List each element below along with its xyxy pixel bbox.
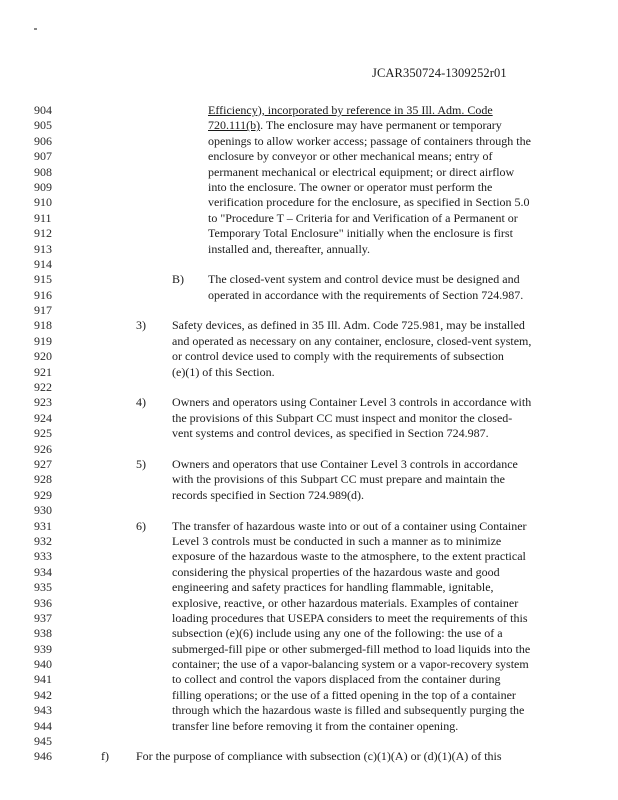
document-line: [0, 457, 618, 472]
line-text: to "Procedure T – Criteria for and Verification of a Permanent or: [208, 210, 518, 225]
line-text: Safety devices, as defined in 35 Ill. Adm. Code 725.981, may be installed: [172, 318, 525, 333]
document-line: [0, 226, 618, 241]
line-text: engineering and safety practices for handling flammable, ignitable,: [172, 580, 494, 595]
document-line: [0, 380, 618, 395]
document-line: [0, 442, 618, 457]
document-line: [0, 134, 618, 149]
line-number: 931: [34, 518, 52, 533]
line-number: 936: [34, 595, 52, 610]
line-text: Temporary Total Enclosure" initially when the enclosure is first: [208, 226, 513, 241]
line-number: 906: [34, 133, 52, 148]
document-line: [0, 211, 618, 226]
document-line: [0, 426, 618, 441]
underlined-text: Efficiency), incorporated by reference in 35 Ill. Adm. Code: [208, 103, 493, 117]
underlined-text: 720.111(b): [208, 118, 261, 133]
document-line: [0, 180, 618, 195]
document-line: [0, 165, 618, 180]
line-numbered-body: [0, 103, 618, 765]
document-line: [0, 734, 618, 749]
line-text: submerged-fill pipe or other submerged-fill method to load liquids into the: [172, 641, 531, 656]
document-line: [0, 272, 618, 287]
line-number: 910: [34, 195, 52, 210]
line-number: 921: [34, 364, 52, 379]
document-line: [0, 596, 618, 611]
line-number: 915: [34, 272, 52, 287]
line-number: 940: [34, 657, 52, 672]
document-line: [0, 242, 618, 257]
line-number: 942: [34, 687, 52, 702]
line-text: and operated as necessary on any container, enclosure, closed-vent system,: [172, 333, 532, 348]
line-text: through which the hazardous waste is filled and subsequently purging the: [172, 703, 525, 718]
line-number: 924: [34, 410, 52, 425]
document-line: [0, 303, 618, 318]
line-number: 911: [34, 210, 52, 225]
line-text: [208, 103, 493, 118]
line-number: 938: [34, 626, 52, 641]
document-line: [0, 349, 618, 364]
line-number: 935: [34, 580, 52, 595]
document-line: [0, 195, 618, 210]
line-number: 928: [34, 472, 52, 487]
document-line: [0, 395, 618, 410]
document-line: [0, 118, 618, 133]
line-text: Level 3 controls must be conducted in such a manner as to minimize: [172, 533, 502, 548]
document-line: [0, 703, 618, 718]
line-number: 933: [34, 549, 52, 564]
line-number: 943: [34, 703, 52, 718]
line-number: 937: [34, 610, 52, 625]
line-number: 926: [34, 441, 52, 456]
document-line: [0, 611, 618, 626]
subsection-label: f): [101, 749, 109, 764]
line-text: [208, 118, 502, 133]
document-line: [0, 365, 618, 380]
document-line: [0, 534, 618, 549]
line-text: openings to allow worker access; passage of containers through the: [208, 133, 531, 148]
line-number: 914: [34, 256, 52, 271]
line-text: permanent mechanical or electrical equipment; or direct airflow: [208, 164, 515, 179]
document-line: [0, 318, 618, 333]
subsection-label: 5): [136, 456, 146, 471]
line-number: 946: [34, 749, 52, 764]
document-line: [0, 103, 618, 118]
document-line: [0, 488, 618, 503]
line-text: enclosure by conveyor or other mechanical means; entry of: [208, 149, 493, 164]
document-line: [0, 149, 618, 164]
line-number: 909: [34, 179, 52, 194]
document-line: [0, 626, 618, 641]
line-text: container; the use of a vapor-balancing system or a vapor-recovery system: [172, 657, 529, 672]
line-number: 945: [34, 734, 52, 749]
line-text: to collect and control the vapors displaced from the container during: [172, 672, 501, 687]
line-text: The closed-vent system and control device must be designed and: [208, 272, 520, 287]
line-text: considering the physical properties of the hazardous waste and good: [172, 564, 500, 579]
line-number: 939: [34, 641, 52, 656]
line-number: 927: [34, 456, 52, 471]
line-number: 913: [34, 241, 52, 256]
subsection-label: B): [172, 272, 184, 287]
line-text: Owners and operators that use Container Level 3 controls in accordance: [172, 456, 518, 471]
line-number: 929: [34, 487, 52, 502]
document-line: [0, 503, 618, 518]
line-number: 908: [34, 164, 52, 179]
page-mark: [34, 28, 37, 30]
document-line: [0, 257, 618, 272]
document-line: [0, 334, 618, 349]
subsection-label: 6): [136, 518, 146, 533]
line-number: 918: [34, 318, 52, 333]
line-number: 925: [34, 426, 52, 441]
line-text: transfer line before removing it from the container opening.: [172, 718, 459, 733]
line-text: For the purpose of compliance with subsection (c)(1)(A) or (d)(1)(A) of this: [136, 749, 502, 764]
line-number: 930: [34, 503, 52, 518]
document-line: [0, 657, 618, 672]
line-text: (e)(1) of this Section.: [172, 364, 275, 379]
line-number: 907: [34, 149, 52, 164]
line-number: 919: [34, 333, 52, 348]
line-number: 922: [34, 380, 52, 395]
document-line: [0, 642, 618, 657]
line-text: Owners and operators using Container Level 3 controls in accordance with: [172, 395, 532, 410]
line-number: 923: [34, 395, 52, 410]
line-text: the provisions of this Subpart CC must inspect and monitor the closed-: [172, 410, 513, 425]
line-number: 917: [34, 303, 52, 318]
line-text: with the provisions of this Subpart CC must prepare and maintain the: [172, 472, 505, 487]
line-number: 934: [34, 564, 52, 579]
line-text: loading procedures that USEPA considers to meet the requirements of this: [172, 610, 528, 625]
line-text: exposure of the hazardous waste to the atmosphere, to the extent practical: [172, 549, 526, 564]
document-line: [0, 549, 618, 564]
line-number: 905: [34, 118, 52, 133]
document-line: [0, 688, 618, 703]
line-text: verification procedure for the enclosure, as specified in Section 5.0: [208, 195, 530, 210]
line-text: explosive, reactive, or other hazardous materials. Examples of container: [172, 595, 519, 610]
line-text: vent systems and control devices, as specified in Section 724.987.: [172, 426, 489, 441]
line-number: 912: [34, 226, 52, 241]
line-text: operated in accordance with the requirements of Section 724.987.: [208, 287, 524, 302]
line-text: records specified in Section 724.989(d).: [172, 487, 364, 502]
document-line: [0, 580, 618, 595]
document-line: [0, 411, 618, 426]
line-number: 944: [34, 718, 52, 733]
text-run: . The enclosure may have permanent or temporary: [260, 118, 502, 133]
subsection-label: 3): [136, 318, 146, 333]
line-text: subsection (e)(6) include using any one of the following: the use of a: [172, 626, 503, 641]
line-number: 941: [34, 672, 52, 687]
document-id-header: JCAR350724-1309252r01: [372, 66, 507, 80]
document-line: [0, 472, 618, 487]
line-number: 904: [34, 103, 52, 117]
line-number: 932: [34, 533, 52, 548]
subsection-label: 4): [136, 395, 146, 410]
line-number: 920: [34, 349, 52, 364]
line-text: filling operations; or the use of a fitted opening in the top of a container: [172, 687, 516, 702]
line-text: installed and, thereafter, annually.: [208, 241, 371, 256]
line-text: The transfer of hazardous waste into or out of a container using Container: [172, 518, 527, 533]
document-line: [0, 565, 618, 580]
document-line: [0, 719, 618, 734]
document-line: [0, 288, 618, 303]
line-text: into the enclosure. The owner or operator must perform the: [208, 179, 493, 194]
line-text: or control device used to comply with the requirements of subsection: [172, 349, 504, 364]
document-line: [0, 672, 618, 687]
line-number: 916: [34, 287, 52, 302]
document-line: [0, 519, 618, 534]
document-line: [0, 749, 618, 764]
